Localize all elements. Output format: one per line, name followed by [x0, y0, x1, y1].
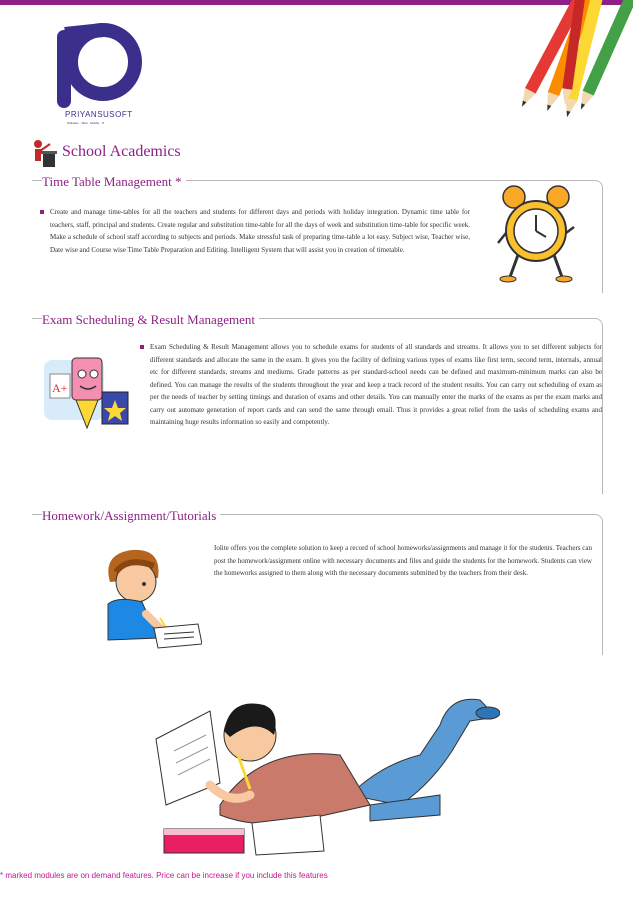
company-logo	[45, 22, 155, 125]
timetable-title: Time Table Management *	[42, 174, 186, 190]
homework-description: Iolite offers you the complete solution to keep a record of school homeworks/assignments and manage it for the students. Teachers can post the homework/assignment online with necessary documents and files and guide the students for the homework. Students can view the homeworks assigned to them along with the necessary documents submitted by the teachers from their desk.	[214, 544, 592, 577]
writing-boy-illustration	[98, 544, 202, 650]
alarm-clock-illustration	[496, 183, 576, 283]
pencils-illustration	[515, 0, 633, 140]
svg-text:A+: A+	[52, 381, 68, 395]
logo-p-icon	[45, 22, 155, 112]
brand-tagline: Software · Web · Mobile · IT	[67, 121, 105, 125]
footnote: * marked modules are on demand features. Price can be increase if you include this features	[0, 871, 328, 880]
homework-title: Homework/Assignment/Tutorials	[42, 508, 220, 524]
reading-boy-illustration	[140, 655, 500, 860]
exam-title: Exam Scheduling & Result Management	[42, 312, 259, 328]
teacher-podium-icon	[30, 138, 58, 168]
section-title: School Academics	[62, 143, 181, 160]
brand-name: PRIYANSUSOFT	[65, 110, 133, 119]
exam-description: Exam Scheduling & Result Management allows you to schedule exams for students of all standards and streams. It allows you to set different subjects for different standards and allocate the same in the exam. It gives you the facility of defining various types of exams like first term, second term, internals, annual etc for different standards, streams and mediums. Grade patterns as per standard-school needs can be defined and maximum-minimum marks can also be defined. You can manage the results of the students throughout the year and keep a track record of the student results. You can carry out scheduling of exam as per the needs of teacher by setting timings and duration of exams and other details. You can manually enter the marks of the exams as per the exam marks and carry out automate generation of report cards and can send the same through email. Thus it provides a great relief from the tasks of scheduling exams and maintaining huge results information so easily and competently.	[140, 341, 602, 429]
timetable-description: Create and manage time-tables for all the teachers and students for different days and periods with holiday integration. Dynamic time table for teachers, staff, principal and students. Create regular and substitution time-table for all the days of week and substitution time-table for specific week. Make a schedule of school staff according to subjects and periods. Make stressful task of preparing time-table a lot easy. Subject wise, Teacher wise, Date wise and Course wise Time Table Preparation and Editing. Intelligent System that will assist you in creation of timetable.	[40, 206, 470, 256]
school-supplies-illustration	[42, 350, 138, 440]
